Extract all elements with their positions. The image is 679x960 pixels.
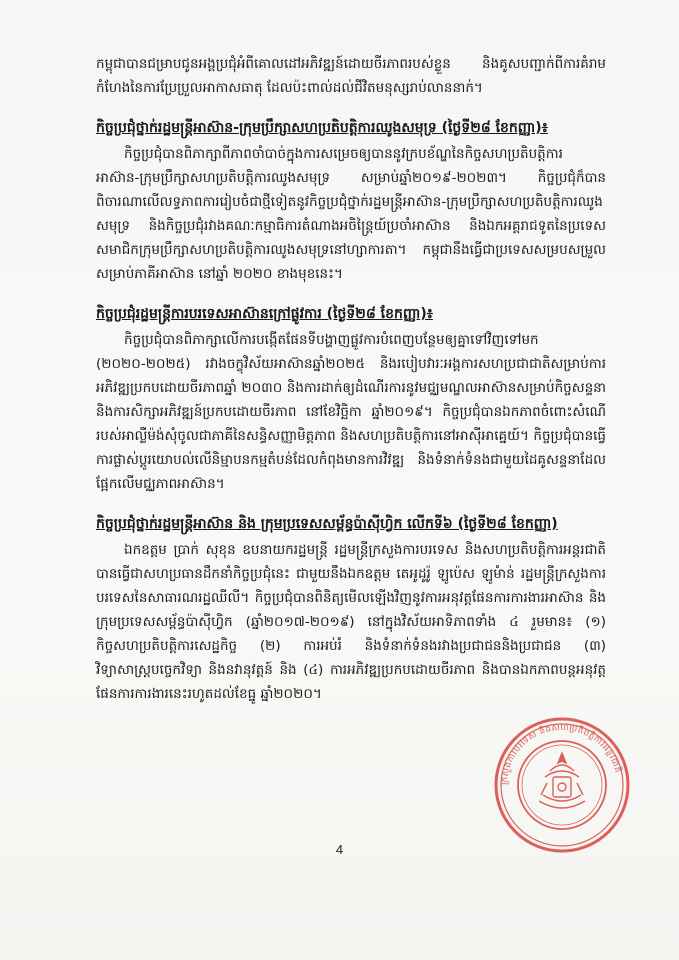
page-number: 4: [335, 842, 344, 857]
section-heading: កិច្ចប្រជុំថ្នាក់រដ្ឋមន្ត្រីអាស៊ាន-ក្រុមប្រឹក្សាសហប្រតិបត្តិការឈូងសមុទ្រ (ថ្ងៃទី២៨ ខែកញ្ញា)៖: [96, 120, 548, 136]
seal-emblem-icon: [539, 753, 585, 808]
seal-ring-text: ក្រសួងការបរទេស និងសហប្រតិបត្តិការអន្តរជាតិ: [499, 722, 623, 786]
section-asean-gcc: [96, 116, 606, 286]
section-paragraph: កិច្ចប្រជុំបានពិភាក្សាពីភាពចាំបាច់ក្នុងការសម្រេចឲ្យបាននូវក្របខ័ណ្ឌនៃកិច្ចសហប្រតិបត្តិការអាស៊ាន-ក្រុមប្រឹក្សាសហប្រតិបត្តិការឈូងសមុទ្រ សម្រាប់ឆ្នាំ២០១៩-២០២៣។ កិច្ចប្រជុំក៏បានពិចារណាលើលទ្ធភាពការរៀបចំជាថ្មីទៀតនូវកិច្ចប្រជុំថ្នាក់រដ្ឋមន្ត្រីអាស៊ាន-ក្រុមប្រឹក្សាសហប្រតិបត្តិការឈូងសមុទ្រ និងកិច្ចប្រជុំរវាងគណៈកម្មាធិការតំណាងអចិន្ត្រៃយ៍ប្រចាំអាស៊ាន និងឯកអគ្គរាជទូតនៃប្រទេសសមាជិកក្រុមប្រឹក្សាសហប្រតិបត្តិការឈូងសមុទ្រនៅហ្សាការតា។ កម្ពុជានឹងធ្វើជាប្រទេសសម្របសម្រួលសម្រាប់ភាគីអាស៊ាន នៅឆ្នាំ ២០២០ ខាងមុខនេះ។: [96, 146, 606, 282]
section-heading: កិច្ចប្រជុំថ្នាក់រដ្ឋមន្ត្រីអាស៊ាន និង ក្រុមប្រទេសសម្ព័ន្ធប៉ាស៊ីហ្វិក លើកទី៦ (ថ្ងៃទី២៨ ខែកញ្ញា): [96, 516, 558, 532]
ministry-seal: [487, 715, 637, 855]
section-informal-amm: [96, 302, 606, 496]
section-heading: កិច្ចប្រជុំរដ្ឋមន្ត្រីការបរទេសអាស៊ានក្រៅផ្លូវការ (ថ្ងៃទី២៨ ខែកញ្ញា)៖: [96, 306, 433, 322]
section-paragraph: កិច្ចប្រជុំបានពិភាក្សាលើការបង្កើតផែនទីបង្ហាញផ្លូវការបំពេញបន្ថែមឲ្យគ្នាទៅវិញទៅមក (២០២០-២០២៥) រវាងចក្ខុវិស័យអាស៊ានឆ្នាំ២០២៥ និងរបៀបវារៈអង្គការសហប្រជាជាតិសម្រាប់ការអភិវឌ្ឍប្រកបដោយចីរភាពឆ្នាំ ២០៣០ និងការដាក់ឲ្យដំណើរការនូវមជ្ឈមណ្ឌលអាស៊ានសម្រាប់កិច្ចសន្ទនា និងការសិក្សាអភិវឌ្ឍន៍ប្រកបដោយចីរភាព នៅខែវិច្ឆិកា ឆ្នាំ២០១៩។ កិច្ចប្រជុំបានឯកភាពចំពោះសំណើរបស់អាល្លឺម៉ង់សុំចូលជាភាគីនៃសន្ធិសញ្ញាមិត្តភាព និងសហប្រតិបត្តិការនៅអាស៊ីអាគ្នេយ៍។ កិច្ចប្រជុំបានធ្វើការផ្លាស់ប្តូរយោបល់លើនិម្មាបនកម្មតំបន់ដែលកំពុងមានការវិវឌ្ឍ និងទំនាក់ទំនងជាមួយដៃគូសន្ទនាដែលផ្អែកលើមជ្ឈភាពអាស៊ាន។: [96, 332, 606, 492]
document-body: [96, 52, 606, 712]
intro-paragraph: កម្ពុជាបានជម្រាបជូនអង្គប្រជុំអំពីគោលដៅអភិវឌ្ឍន៍ដោយចីរភាពរបស់ខ្លួន និងគូសបញ្ជាក់ពីការគំរាមកំហែងនៃការប្រែប្រួលអាកាសធាតុ ដែលប៉ះពាល់ដល់ជីវិតមនុស្សរាប់លាននាក់។: [96, 56, 606, 96]
section-asean-pacific-alliance: [96, 512, 606, 706]
section-paragraph: ឯកឧត្តម ប្រាក់ សុខុន ឧបនាយករដ្ឋមន្ត្រី រដ្ឋមន្ត្រីក្រសួងការបរទេស និងសហប្រតិបត្តិការអន្តរជាតិ បានធ្វើជាសហប្រធានដឹកនាំកិច្ចប្រជុំនេះ ជាមួយនឹងឯកឧត្តម តេអូដូរ៉ូ ឡូប៉េស ឡូមំាន់ រដ្ឋមន្ត្រីក្រសួងការបរទេសនៃសាធារណរដ្ឋឈីលី។ កិច្ចប្រជុំបានពិនិត្យមើលឡើងវិញនូវការអនុវត្តផែនការការងារអាស៊ាន និងក្រុមប្រទេសសម្ព័ន្ធប៉ាស៊ីហ្វិក (ឆ្នាំ២០១៧-២០១៩) នៅក្នុងវិស័យអាទិភាពទាំង ៤ រួមមាន៖ (១) កិច្ចសហប្រតិបត្តិការសេដ្ឋកិច្ច (២) ការអប់រំ និងទំនាក់ទំនងរវាងប្រជាជននិងប្រជាជន (៣) វិទ្យាសាស្ត្របច្ចេកវិទ្យា និងនវានុវត្តន៍ និង (៤) ការអភិវឌ្ឍប្រកបដោយចីរភាព និងបានឯកភាពបន្តអនុវត្តផែនការការងារនេះរហូតដល់ខែធ្នូ ឆ្នាំ២០២០។: [96, 542, 606, 702]
